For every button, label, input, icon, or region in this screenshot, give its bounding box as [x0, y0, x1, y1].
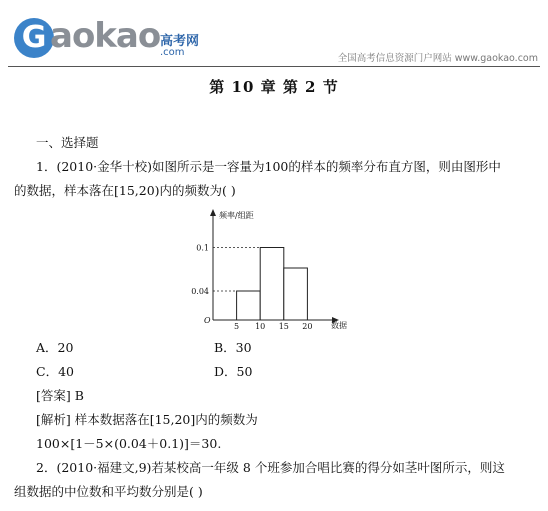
histogram-chart — [0, 205, 548, 331]
option-b: B．30 — [214, 340, 252, 355]
page-header — [0, 0, 548, 72]
logo-domain-text: .com — [160, 47, 185, 58]
y-tick-label: 0.1 — [196, 243, 209, 253]
gaokao-logo-icon: G — [14, 18, 54, 58]
header-tagline: 全国高考信息资源门户网站 www.gaokao.com — [337, 53, 538, 64]
x-tick-label: 10 — [255, 322, 266, 331]
x-axis-label: 数据 — [331, 321, 347, 330]
option-d: D．50 — [214, 364, 253, 379]
x-tick-label: 20 — [302, 322, 313, 331]
origin-label: O — [204, 316, 211, 325]
analysis-line-1: [解析] 样本数据落在[15,20]内的频数为 — [36, 412, 258, 427]
option-a: A．20 — [36, 340, 74, 355]
analysis-line-2: 100×[1－5×(0.04＋0.1)]＝30. — [36, 436, 222, 451]
histogram-bar — [284, 268, 308, 320]
chapter-title: 第 10 章 第 2 节 — [209, 78, 339, 96]
y-axis-arrow-icon — [210, 209, 216, 216]
question-1-line-2: 的数据，样本落在[15,20)内的频数为( ) — [14, 183, 236, 198]
question-1-line-1: 1．(2010·金华十校)如图所示是一容量为100的样本的频率分布直方图，则由图形中 — [36, 159, 501, 174]
option-c: C．40 — [36, 364, 74, 379]
x-tick-label: 15 — [278, 322, 289, 331]
question-2-line-1: 2．(2010·福建文,9)若某校高一年级 8 个班参加合唱比赛的得分如茎叶图所示，则这 — [36, 460, 505, 475]
histogram-bar — [237, 291, 261, 320]
answer-line: [答案] B — [36, 388, 84, 403]
logo-cn-text: 高考网 — [160, 34, 200, 49]
x-tick-label: 5 — [234, 322, 240, 331]
y-tick-label: 0.04 — [191, 287, 209, 296]
histogram-bar — [260, 248, 284, 321]
question-2-line-2: 组数据的中位数和平均数分别是( ) — [14, 484, 203, 499]
y-axis-label: 频率/组距 — [219, 211, 254, 220]
logo-wordmark: aokao — [50, 16, 161, 56]
section-heading: 一、选择题 — [36, 135, 99, 150]
header-divider — [8, 66, 540, 67]
